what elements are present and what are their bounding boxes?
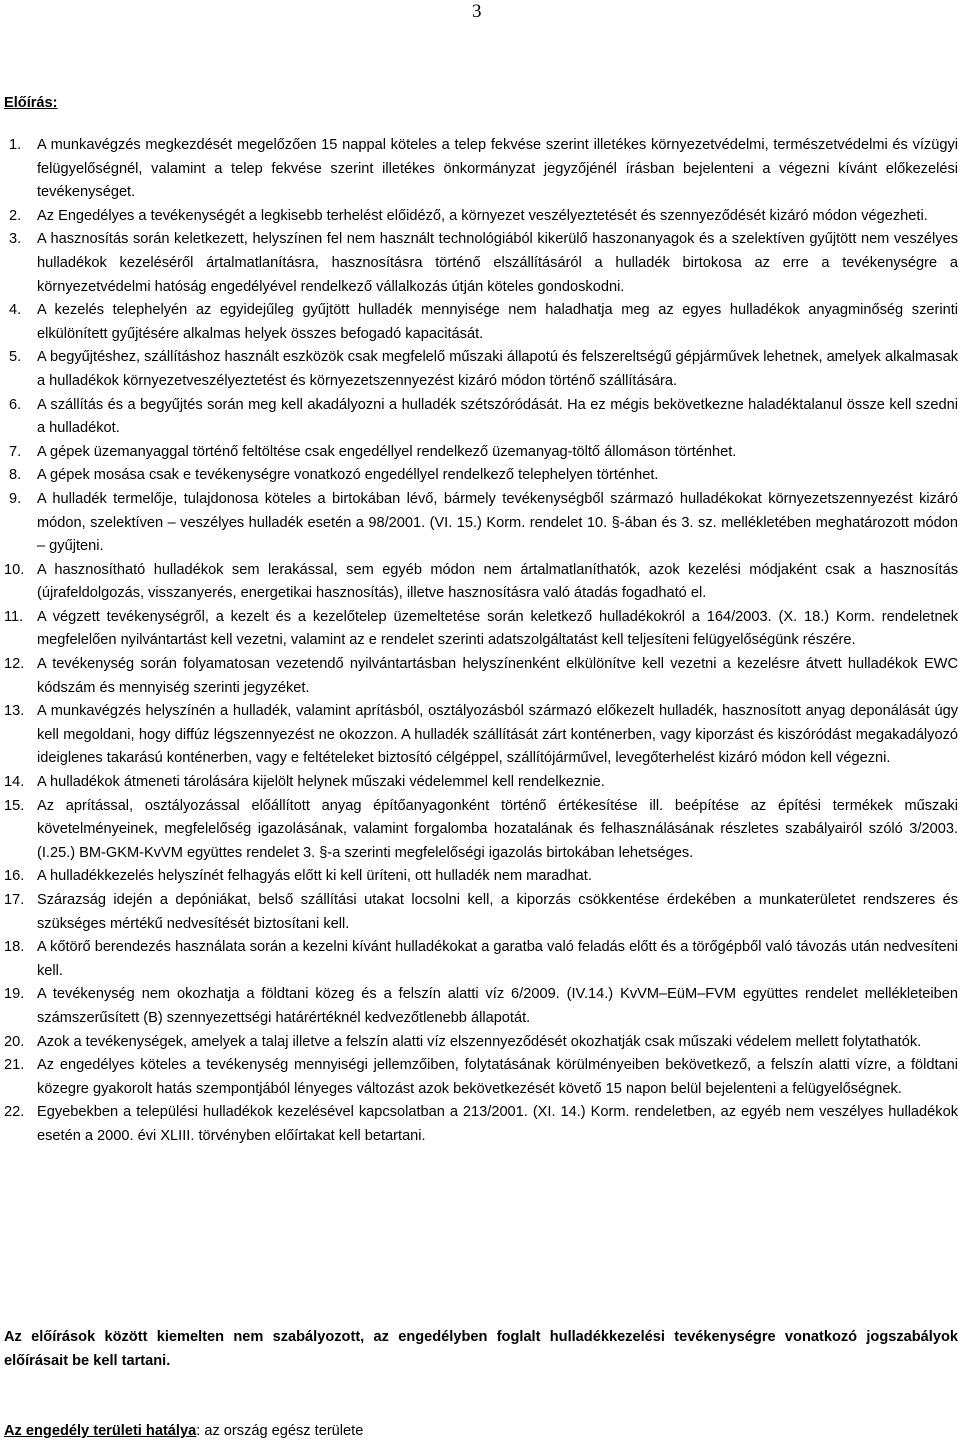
list-item bbox=[0, 700, 960, 771]
list-item-text: A szállítás és a begyűjtés során meg kell akadályozni a hulladék szétszóródását. Ha ez mégis bekövetkezne haladéktalanul össze kell szedni a hulladékot. bbox=[37, 396, 958, 437]
list-item bbox=[0, 771, 960, 795]
list-item bbox=[0, 1054, 960, 1101]
list-item-text: A munkavégzés helyszínén a hulladék, valamint aprításból, osztályozásból származó előkezelt hulladék, hasznosított anyag deponálását úgy kell megoldani, hogy diffúz légszennyezést ne okozzon. A hulladék szállítását zárt konténerben, vagy kiporzást és kiszóródást megakadályozó ideiglenes takarású konténerben, vagy e feltételeket biztosító célgéppel, szállítójárművel, levegőterhelést kizáró módon kell végezni. bbox=[37, 703, 958, 767]
list-item-number: 2. bbox=[9, 207, 22, 224]
list-item bbox=[0, 464, 960, 488]
list-item-text: Szárazság idején a depóniákat, belső szállítási utakat locsolni kell, a kiporzás csökkentése érdekében a munkaterületet rendszeres és szükséges mértékű nedvesítését biztosítani kell. bbox=[37, 892, 958, 932]
list-item bbox=[0, 488, 960, 559]
list-item-number: 8. bbox=[9, 467, 22, 484]
list-item-number: 15. bbox=[4, 797, 25, 814]
list-item-number: 21. bbox=[4, 1057, 25, 1074]
list-item bbox=[0, 936, 960, 983]
territorial-scope-value: : az ország egész területe bbox=[196, 1423, 364, 1439]
list-item bbox=[0, 1101, 960, 1148]
list-item-number: 16. bbox=[4, 868, 25, 885]
list-item-text: A hulladékok átmeneti tárolására kijelölt helynek műszaki védelemmel kell rendelkeznie. bbox=[37, 774, 605, 791]
list-item-number: 12. bbox=[4, 656, 25, 673]
list-item bbox=[0, 299, 960, 346]
list-item-text: A begyűjtéshez, szállításhoz használt eszközök csak megfelelő műszaki állapotú és felszereltségű gépjárművek lehetnek, amelyek alkalmasak a hulladékok környezetveszélyeztetést és környezetszennyezést kizáró módon történő szállítására. bbox=[37, 349, 958, 389]
list-item-number: 1. bbox=[9, 137, 22, 153]
list-item-text: A hasznosítható hulladékok sem lerakással, sem egyéb módon nem ártalmatlaníthatók, azok kezelési módjaként csak a hasznosítás (újrafeldolgozás, visszanyerés, energetikai hasznosítás), illetve hasznosításra való átadás fogadható el. bbox=[37, 561, 958, 602]
territorial-scope-label: Az engedély területi hatálya bbox=[4, 1423, 197, 1439]
requirements-list bbox=[0, 134, 960, 1149]
list-item-text: A kezelés telephelyén az egyidejűleg gyűjtött hulladék mennyisége nem haladhatja meg az egyes hulladékok anyagminőség szerinti elkülönített gyűjtésére alkalmas helyek összes befogadó kapacitását. bbox=[37, 302, 958, 342]
list-item bbox=[0, 441, 960, 465]
list-item-text: Az engedélyes köteles a tevékenység mennyiségi jellemzőiben, folytatásának körülményeiben bekövetkező, a felszín alatti vízre, a földtani közegre gyakorolt hatás szempontjából lényeges változást azok bekövetkezését követő 15 napon belül bejelenteni a felügyelőségnek. bbox=[37, 1057, 958, 1097]
list-item-number: 11. bbox=[4, 608, 24, 625]
list-item-number: 10. bbox=[4, 561, 25, 578]
list-item-number: 20. bbox=[4, 1033, 25, 1050]
list-item bbox=[0, 134, 960, 205]
list-item bbox=[0, 205, 960, 229]
list-item-text: A gépek üzemanyaggal történő feltöltése csak engedéllyel rendelkező üzemanyag-töltő állomáson történhet. bbox=[37, 443, 737, 460]
territorial-scope bbox=[4, 1420, 363, 1444]
page-number: 3 bbox=[472, 1, 482, 22]
list-item-text: A tevékenység során folyamatosan vezetendő nyilvántartásban helyszínenként elkülönítve kell vezetni a kezelésre átvett hulladékok EWC kódszám és mennyiség szerinti jegyzéket. bbox=[37, 656, 958, 696]
list-item bbox=[0, 559, 960, 606]
list-item-number: 3. bbox=[9, 231, 22, 248]
list-item bbox=[0, 346, 960, 393]
list-item-text: A gépek mosása csak e tevékenységre vonatkozó engedéllyel rendelkező telephelyen történhet. bbox=[37, 467, 659, 484]
list-item-number: 4. bbox=[9, 302, 22, 319]
list-item-text: Egyebekben a települési hulladékok kezelésével kapcsolatban a 213/2001. (XI. 14.) Korm. rendeletben, az egyéb nem veszélyes hulladékok esetén a 2000. évi XLIII. törvényben előírtakat kell betartani. bbox=[37, 1104, 958, 1144]
list-item bbox=[0, 228, 960, 299]
list-item bbox=[0, 653, 960, 700]
list-item bbox=[0, 983, 960, 1030]
list-item-number: 6. bbox=[9, 396, 22, 413]
list-item-text: A tevékenység nem okozhatja a földtani közeg és a felszín alatti víz 6/2009. (IV.14.) KvVM–EüM–FVM együttes rendelet mellékleteiben számszerűsített (B) szennyezettségi határértéknél kedvezőtlenebb állapotát. bbox=[37, 986, 958, 1026]
list-item-text: Az aprítással, osztályozással előállított anyag építőanyagonként történő értékesítése ill. beépítése az építési termékek műszaki követelményeinek, megfelelőség igazolásának, valamint forgalomba hozatalának és felhasználásának részletes szabályairól szóló 3/2003. (I.25.) BM-GKM-KvVM együttes rendelet 3. §-a szerinti megfelelőségi igazolás birtokában lehetséges. bbox=[37, 797, 958, 861]
list-item-number: 14. bbox=[4, 774, 25, 791]
list-item-number: 9. bbox=[9, 490, 22, 507]
section-heading: Előírás: bbox=[4, 95, 58, 111]
list-item bbox=[0, 889, 960, 936]
list-item-text: A végzett tevékenységről, a kezelt és a kezelőtelep üzemeltetése során keletkező hulladékokról a 164/2003. (X. 18.) Korm. rendeletnek megfelelően nyilvántartást kell vezetni, valamint az e rendelet szerinti adatszolgáltatást kell teljesíteni felügyelőségünk részére. bbox=[37, 608, 958, 649]
closing-statement: Az előírások között kiemelten nem szabályozott, az engedélyben foglalt hulladékkezelési tevékenységre vonatkozó jogszabályok előírásait be kell tartani. bbox=[4, 1329, 958, 1369]
list-item-number: 18. bbox=[4, 939, 25, 956]
list-item-text: Azok a tevékenységek, amelyek a talaj illetve a felszín alatti víz elszennyeződését okozhatják csak műszaki védelem mellett folytathatók. bbox=[37, 1033, 922, 1050]
list-item bbox=[0, 1031, 960, 1055]
list-item-number: 7. bbox=[9, 443, 22, 460]
list-item-number: 13. bbox=[4, 703, 25, 720]
list-item-text: A hasznosítás során keletkezett, helyszínen fel nem használt technológiából kikerülő haszonanyagok és a szelektíven gyűjtött nem veszélyes hulladékok kezeléséről ártalmatlanításra, hasznosításra történő elszállításáról a hulladék birtokosa az erre a tevékenységre a környezetvédelmi hatóság engedélyével rendelkező vállalkozás útján köteles gondoskodni. bbox=[37, 231, 958, 295]
list-item-text: A munkavégzés megkezdését megelőzően 15 nappal köteles a telep fekvése szerint illetékes környezetvédelmi, természetvédelmi és vízügyi felügyelőségnél, valamint a telep fekvése szerint illetékes önkormányzat jegyzőjénél írásban bejelenteni a végezni kívánt előkezelési tevékenységet. bbox=[37, 137, 958, 201]
list-item-number: 5. bbox=[9, 349, 22, 366]
list-item bbox=[0, 795, 960, 866]
list-item bbox=[0, 865, 960, 889]
list-item-number: 22. bbox=[4, 1104, 25, 1121]
list-item-text: A hulladék termelője, tulajdonosa köteles a birtokában lévő, bármely tevékenységből származó hulladékokat környezetszennyezést kizáró módon, szelektíven – veszélyes hulladék esetén a 98/2001. (VI. 15.) Korm. rendelet 10. §-ában és 3. sz. mellékletében meghatározott módon – gyűjteni. bbox=[37, 490, 958, 555]
list-item bbox=[0, 606, 960, 653]
list-item-text: A kőtörő berendezés használata során a kezelni kívánt hulladékokat a garatba való feladás előtt és a törőgépből való távozás után nedvesíteni kell. bbox=[37, 939, 958, 979]
list-item-number: 17. bbox=[4, 892, 25, 908]
list-item-text: Az Engedélyes a tevékenységét a legkisebb terhelést előidéző, a környezet veszélyeztetését és szennyeződését kizáró módon végezheti. bbox=[37, 207, 928, 224]
list-item-number: 19. bbox=[4, 986, 25, 1003]
list-item bbox=[0, 394, 960, 441]
list-item-text: A hulladékkezelés helyszínét felhagyás előtt ki kell üríteni, ott hulladék nem maradhat. bbox=[37, 868, 592, 885]
